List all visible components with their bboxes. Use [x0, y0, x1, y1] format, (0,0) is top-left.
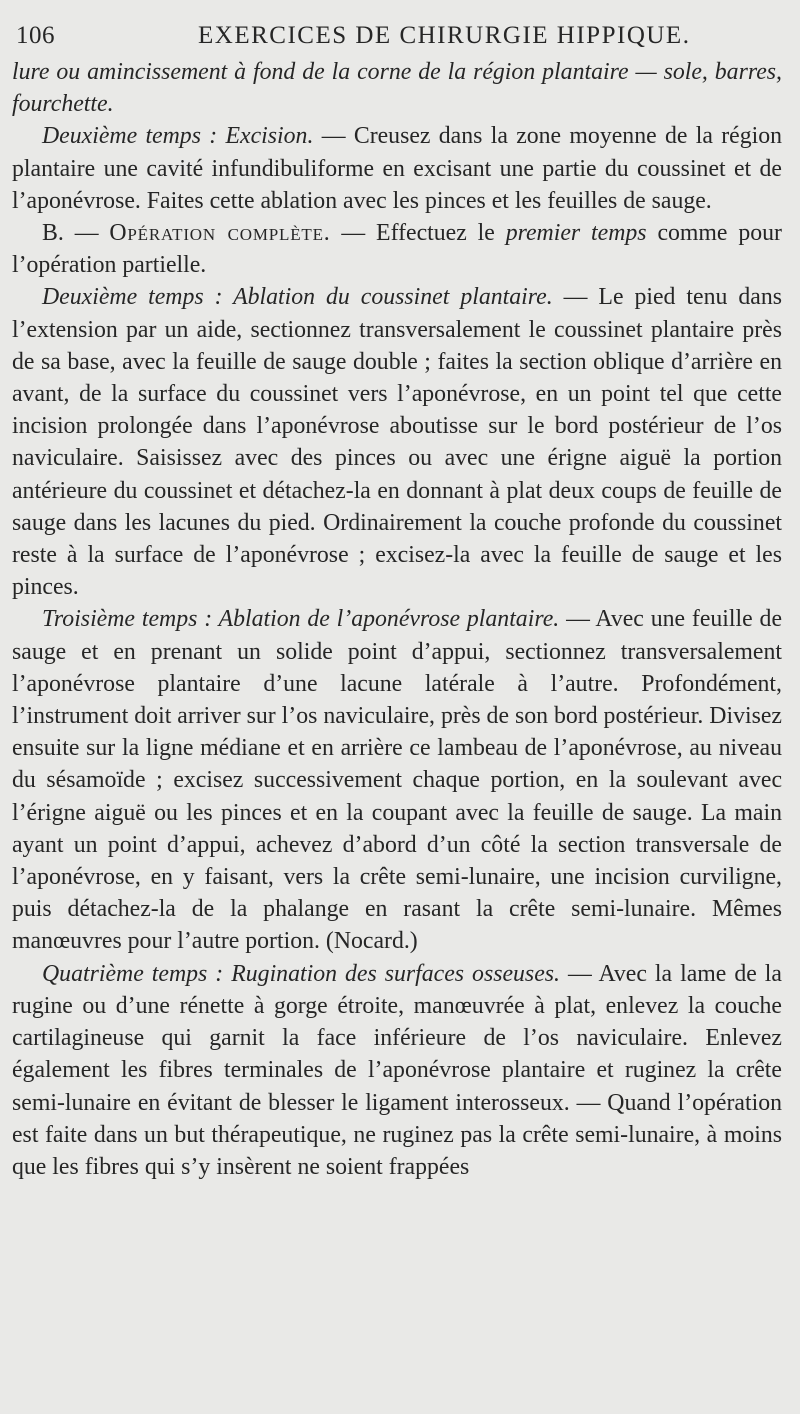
- paragraph-text: — Avec une feuille de sauge et en prenant un solide point d’appui, sectionnez transversalement l’aponévrose plantaire d’une lacune latérale à l’autre. Profondément, l’instrument doit arriver sur l’os naviculaire, près de son bord postérieur. Divisez ensuite sur la ligne médiane et en arrière ce lambeau de l’aponévrose, au niveau du sésamoïde ; excisez successivement chaque portion, en la soulevant avec l’érigne aiguë ou les pinces et en la coupant avec la feuille de sauge. La main ayant un point d’appui, achevez d’abord d’un côté la section transversale de l’aponévrose, en y faisant, vers la crête semi-lunaire, une incision curviligne, puis détachez-la de la phalange en rasant la crête semi-lunaire. Mêmes manœuvres pour l’autre portion. (Nocard.): [12, 606, 783, 955]
- section-heading: Deuxième temps : Excision.: [42, 123, 314, 150]
- paragraph-continuation: [12, 56, 782, 120]
- section-heading: Troisième temps : Ablation de l’aponévrose plantaire.: [42, 606, 560, 633]
- page-number: 106: [16, 22, 55, 49]
- paragraph-text: — Creusez dans la zone moyenne de la région plantaire une cavité infundibuliforme en excisant une partie du coussinet et de l’aponévrose. Faites cette ablation avec les pinces et les feuilles de sauge.: [12, 123, 783, 214]
- paragraph-excision: [12, 120, 782, 217]
- paragraph-ablation-aponevrose: [12, 603, 782, 957]
- paragraph-text: comme pour l’opération partielle.: [12, 220, 782, 279]
- running-head: [12, 16, 782, 56]
- running-title: EXERCICES DE CHIRURGIE HIPPIQUE.: [198, 22, 691, 49]
- body-text: [12, 56, 782, 1183]
- section-heading: Opération complète.: [109, 220, 331, 247]
- italic-text: premier temps: [505, 220, 647, 247]
- section-heading: Deuxième temps : Ablation du coussinet plantaire.: [42, 284, 553, 311]
- paragraph-text: — Effectuez le: [330, 220, 506, 247]
- section-letter: B. —: [42, 220, 110, 247]
- paragraph-text: — Le pied tenu dans l’extension par un aide, sectionnez transversalement le coussinet plantaire près de sa base, avec la feuille de sauge double ; faites la section oblique d’arrière en avant, de la surface du coussinet vers l’aponévrose, en un point tel que cette incision prolongée dans l’aponévrose aboutisse sur le bord postérieur de l’os naviculaire. Saisissez avec des pinces ou avec une érigne aiguë la portion antérieure du coussinet et détachez-la en donnant à plat deux coups de feuille de sauge dans les lacunes du pied. Ordinairement la couche profonde du coussinet reste à la surface de l’aponévrose ; excisez-la avec la feuille de sauge et les pinces.: [12, 284, 783, 601]
- paragraph-operation-complete: [12, 217, 782, 281]
- paragraph-rugination: [12, 958, 782, 1183]
- italic-text: lure ou amincissement à fond de la corne de la région plantaire — sole, barres, fourchette.: [12, 59, 782, 118]
- section-heading: Quatrième temps : Rugination des surfaces osseuses.: [42, 960, 560, 987]
- paragraph-text: — Avec la lame de la rugine ou d’une rénette à gorge étroite, manœuvrée à plat, enlevez la couche cartilagineuse qui garnit la face inférieure de l’os naviculaire. Enlevez également les fibres terminales de l’aponévrose plantaire et ruginez la crête semi-lunaire en évitant de blesser le ligament interosseux. — Quand l’opération est faite dans un but thérapeutique, ne ruginez pas la crête semi-lunaire, à moins que les fibres qui s’y insèrent ne soient frappées: [12, 960, 782, 1180]
- paragraph-ablation-coussinet: [12, 281, 782, 603]
